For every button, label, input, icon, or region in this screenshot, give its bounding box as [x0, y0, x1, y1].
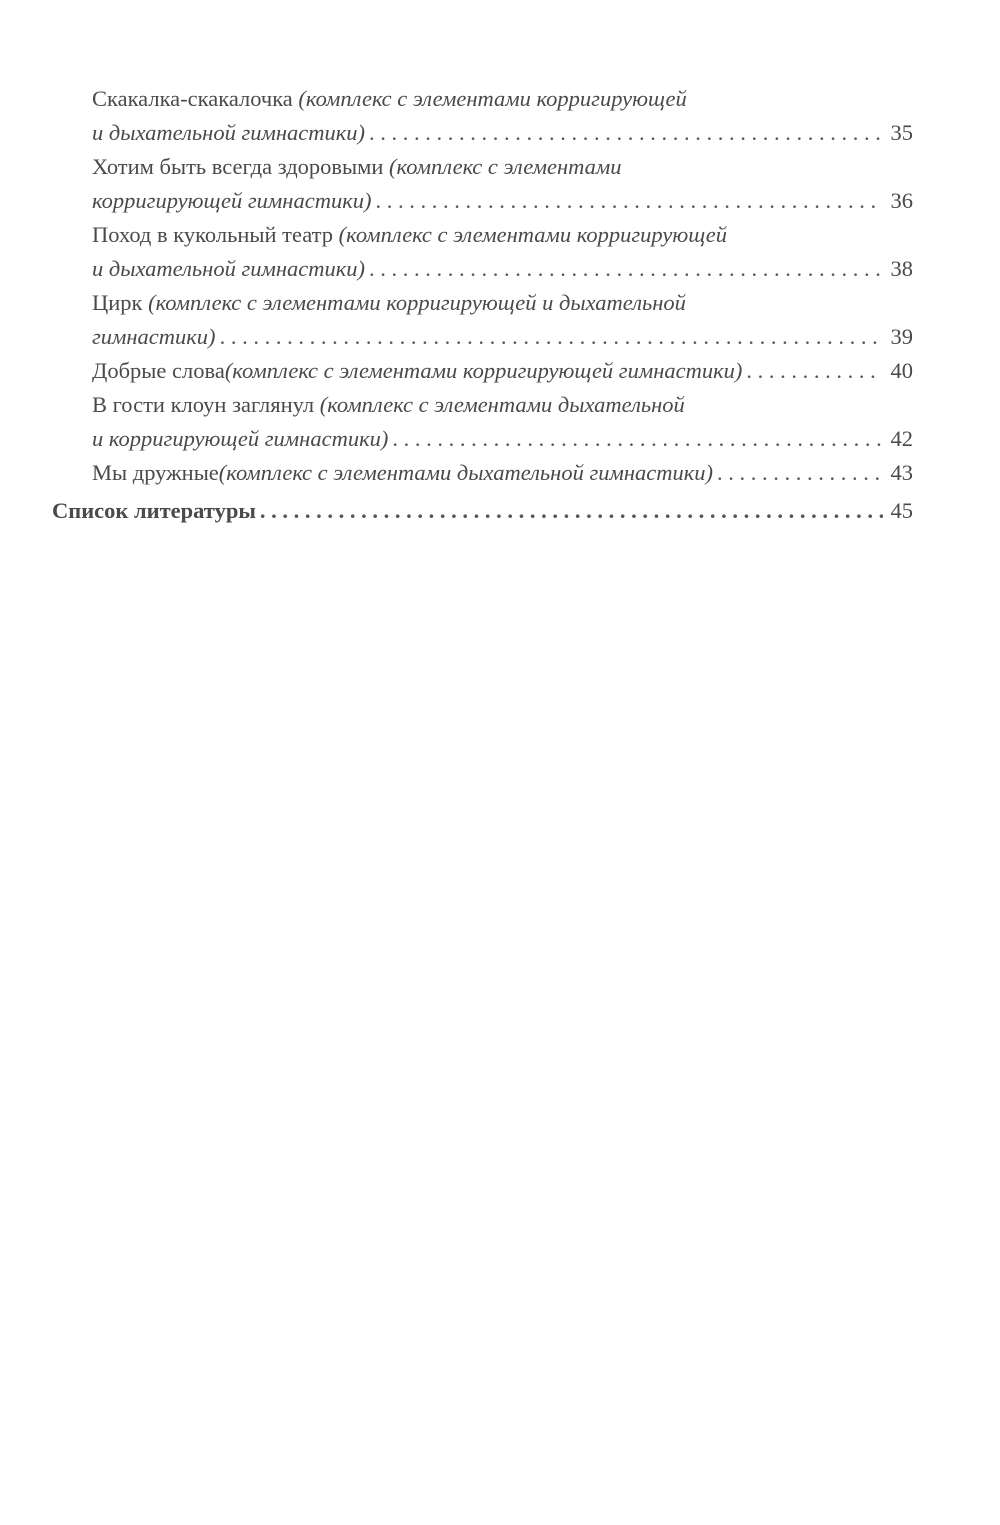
- toc-entry-bibliography[interactable]: [52, 494, 913, 528]
- toc-entry-line: [92, 354, 913, 388]
- toc-entry[interactable]: [52, 150, 913, 218]
- toc-entry[interactable]: [52, 82, 913, 150]
- dot-leader: [369, 116, 883, 150]
- toc-entry-subtitle-continued: корригирующей гимнастики): [92, 188, 372, 213]
- dot-leader: [260, 494, 883, 528]
- toc-entry[interactable]: [52, 456, 913, 490]
- toc-entry[interactable]: [52, 218, 913, 286]
- toc-entry-first-line: [92, 82, 913, 116]
- dot-leader: [392, 422, 883, 456]
- toc-entry-title: В гости клоун заглянул: [92, 392, 320, 417]
- toc-page-number: 39: [890, 324, 913, 349]
- toc-entry-subtitle: (комплекс с элементами корригирующей: [298, 86, 687, 111]
- toc-entry-title: Мы дружные: [92, 460, 219, 485]
- toc-entry-subtitle-continued: и корригирующей гимнастики): [92, 426, 389, 451]
- toc-entry[interactable]: [52, 354, 913, 388]
- toc-entry-title: Список литературы: [52, 498, 256, 523]
- toc-entry-last-line: [92, 320, 913, 354]
- toc-entry-last-line: [92, 116, 913, 150]
- toc-entry-first-line: [92, 218, 913, 252]
- toc-entry-title: Поход в кукольный театр: [92, 222, 339, 247]
- toc-entry-first-line: [92, 150, 913, 184]
- toc-entry-title: Скакалка-скакалочка: [92, 86, 299, 111]
- toc-page-number: 36: [890, 188, 913, 213]
- toc-entry-subtitle: (комплекс с элементами корригирующей гимнастики): [224, 358, 743, 383]
- toc-page-number: 43: [890, 460, 913, 485]
- toc-entry-line: [52, 494, 913, 528]
- dot-leader: [375, 184, 883, 218]
- toc-entry-subtitle-continued: и дыхательной гимнастики): [92, 120, 365, 145]
- toc-page-number: 38: [890, 256, 913, 281]
- toc-entry-subtitle: (комплекс с элементами дыхательной: [319, 392, 685, 417]
- toc-entry-title: Добрые слова: [92, 358, 225, 383]
- toc-page-number: 42: [890, 426, 913, 451]
- toc-entry-title: Цирк: [92, 290, 149, 315]
- toc-entry-title: Хотим быть всегда здоровыми: [92, 154, 390, 179]
- toc-entry[interactable]: [52, 388, 913, 456]
- table-of-contents: [52, 82, 913, 528]
- toc-entry-last-line: [92, 422, 913, 456]
- dot-leader: [746, 354, 883, 388]
- toc-entry-subtitle: (комплекс с элементами корригирующей и дыхательной: [148, 290, 686, 315]
- toc-entry-subtitle: (комплекс с элементами дыхательной гимнастики): [218, 460, 714, 485]
- toc-entry-first-line: [92, 286, 913, 320]
- toc-page-number: 40: [890, 358, 913, 383]
- dot-leader: [220, 320, 883, 354]
- toc-page-number: 35: [890, 120, 913, 145]
- dot-leader: [717, 456, 883, 490]
- dot-leader: [369, 252, 883, 286]
- toc-entry-last-line: [92, 252, 913, 286]
- toc-entry-subtitle: (комплекс с элементами корригирующей: [338, 222, 728, 247]
- toc-entry-first-line: [92, 388, 913, 422]
- toc-page-number: 45: [890, 498, 913, 523]
- toc-entry-last-line: [92, 184, 913, 218]
- toc-entry-subtitle: (комплекс с элементами: [389, 154, 622, 179]
- toc-entry-line: [92, 456, 913, 490]
- toc-entry-subtitle-continued: и дыхательной гимнастики): [92, 256, 365, 281]
- toc-entry-subtitle-continued: гимнастики): [92, 324, 216, 349]
- toc-entry[interactable]: [52, 286, 913, 354]
